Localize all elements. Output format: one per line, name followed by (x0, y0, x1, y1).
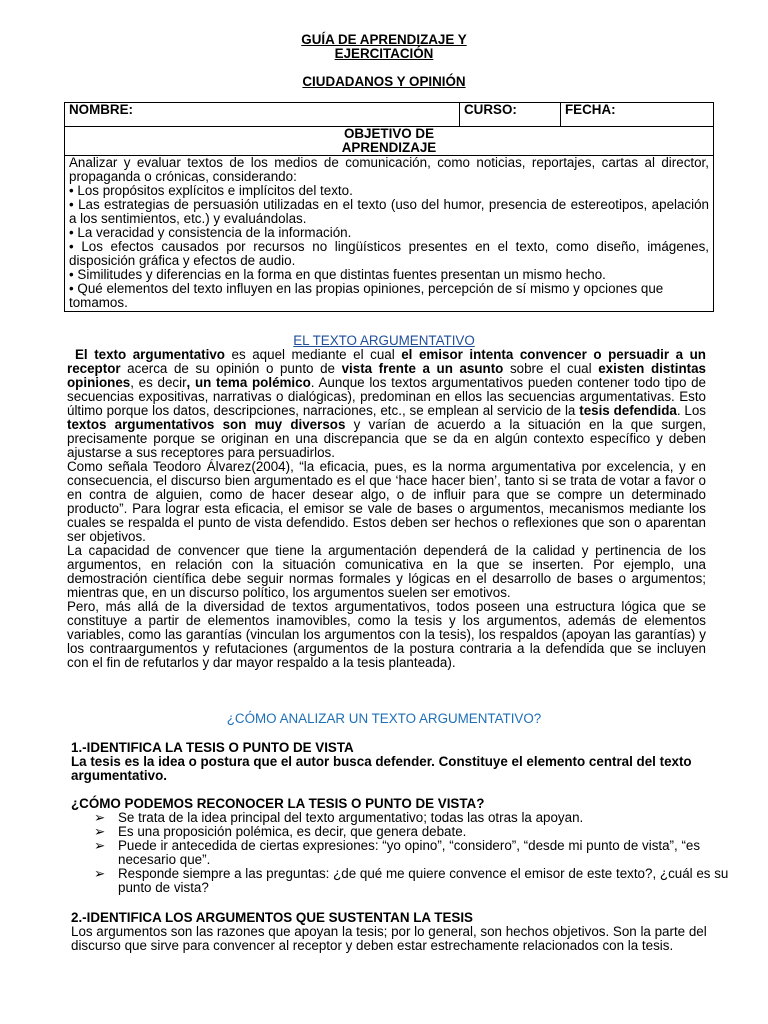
objective-item: • Similitudes y diferencias en la forma en que distintas fuentes presentan un mismo hecho. (69, 267, 606, 282)
list-item (94, 825, 734, 839)
text-span: , es decir (130, 375, 187, 390)
objective-title-line2: APRENDIZAJE (341, 140, 437, 155)
objective-title-line1: OBJETIVO DE (343, 126, 435, 141)
date-label: FECHA: (565, 102, 616, 117)
objective-item: • Los efectos causados por recursos no lingüísticos presentes en el texto, como diseño, imágenes, disposición gráfica y efectos de audio. (69, 239, 709, 268)
argumentative-text-body (67, 348, 706, 670)
course-label: CURSO: (464, 102, 517, 117)
guide-title-line2: EJERCITACIÓN (334, 46, 434, 61)
course-cell[interactable] (460, 103, 561, 127)
objective-intro: Analizar y evaluar textos de los medios de comunicación, como noticias, reportajes, cartas al director, propaganda o crónicas, considerando: (69, 155, 709, 184)
arrow-bullet-icon: ➢ (94, 866, 106, 881)
bold-span: vista frente a un asunto (341, 361, 504, 376)
paragraph-definition (67, 348, 706, 460)
objective-tail: tomamos. (69, 295, 128, 310)
student-info-table (64, 102, 714, 312)
list-item-text: Es una proposición polémica, es decir, que genera debate. (118, 824, 467, 839)
objective-item: • La veracidad y consistencia de la información. (69, 225, 352, 240)
objective-title-cell (65, 127, 714, 156)
objective-item: • Los propósitos explícitos e implícitos del texto. (69, 183, 353, 198)
question-block (71, 797, 761, 811)
paragraph-persuasive-capacity: La capacidad de convencer que tiene la argumentación dependerá de la calidad y pertinencia de los argumentos, en relación con la situación comunicativa en la que se inserten. Por ejemplo, una demostración científica debe seguir normas formales y lógicas en el desarrollo de bases o argumentos; mientras que, en un discurso político, los argumentos suelen ser emotivos. (67, 543, 706, 600)
paragraph-logical-structure: Pero, más allá de la diversidad de textos argumentativos, todos poseen una estructura lógica que se constituye a partir de elementos inamovibles, como la tesis y los argumentos, además de elementos variables, como las garantías (vinculan los argumentos con la tesis), los respaldos (apoyan las garantías) y los contraargumentos y refutaciones (argumentos de la postura contraria a la defendida que se incluyen con el fin de refutarlos y dar mayor respaldo a la tesis planteada). (67, 599, 706, 670)
bold-span: El texto argumentativo (75, 347, 225, 362)
bold-span: textos argumentativos son muy diversos (67, 417, 346, 432)
bold-span: , un tema polémico (186, 375, 311, 390)
step2-text: Los argumentos son las razones que apoyan la tesis; por lo general, son hechos objetivos. Son la parte del discurso que sirve para convencer al receptor y deben estar estrechamente relacionados con la tesis. (71, 924, 707, 953)
bold-span: el emisor intenta convencer o persuadir a un receptor (67, 347, 706, 376)
text-span: sobre el cual (503, 361, 599, 376)
step2-title: 2.-IDENTIFICA LOS ARGUMENTOS QUE SUSTENTAN LA TESIS (71, 910, 473, 925)
arrow-bullet-icon: ➢ (94, 824, 106, 839)
section-title-how-to-analyze: ¿CÓMO ANALIZAR UN TEXTO ARGUMENTATIVO? (226, 711, 542, 726)
list-item (94, 811, 734, 825)
text-span: . Los (676, 403, 706, 418)
text-span: . Aunque los textos argumentativos pueden contener todo tipo de secuencias expositivas, narrativas o dialógicas), predominan en ellos las secuencias argumentativas. Esto último porque los datos, descripciones, narraciones, etc., se emplean al servicio de la (67, 375, 706, 418)
step1-text: La tesis es la idea o postura que el autor busca defender. Constituye el elemento central del texto argumentativo. (71, 754, 692, 783)
date-cell[interactable] (561, 103, 714, 127)
name-label: NOMBRE: (69, 102, 133, 117)
paragraph-alvarez-quote: Como señala Teodoro Álvarez(2004), “la eficacia, pues, es la norma argumentativa por excelencia, y en consecuencia, el discurso bien argumentado es el que ‘hace hacer bien’, tanto si se trata de votar a favor o en contra de alguien, como de hacer desear algo, o de influir para que se compre un determinado producto”. Para lograr esta eficacia, el emisor se vale de bases o argumentos, mecanismos mediante los cuales se respalda el punto de vista defendido. Estos deben ser hechos o reflexiones que son o aparentan ser objetivos. (67, 459, 706, 544)
list-item-text: Responde siempre a las preguntas: ¿de qué me quiere convence el emisor de este texto?, ¿cuál es su punto de vista? (118, 866, 729, 895)
guide-title-line1: GUÍA DE APRENDIZAJE Y (301, 32, 467, 47)
text-span: acerca de su opinión o punto de (120, 361, 342, 376)
recognize-thesis-question: ¿CÓMO PODEMOS RECONOCER LA TESIS O PUNTO DE VISTA? (71, 796, 485, 811)
bold-span: existen distintas opiniones (67, 361, 706, 390)
objective-item: • Las estrategias de persuasión utilizadas en el texto (uso del humor, presencia de estereotipos, apelación a los sentimientos, etc.) y evaluándolas. (69, 197, 709, 226)
list-item-text: Puede ir antecedida de ciertas expresiones: “yo opino”, “considero”, “desde mi punto de vista”, “es necesario que”. (118, 838, 701, 867)
bold-span: tesis defendida (579, 403, 677, 418)
section-title-argumentative-text: EL TEXTO ARGUMENTATIVO (293, 333, 475, 348)
step1-block (71, 741, 761, 783)
name-cell[interactable] (65, 103, 460, 127)
step2-block (71, 911, 731, 953)
objective-item: • Qué elementos del texto influyen en las propias opiniones, percepción de sí mismo y opciones que (69, 281, 664, 296)
arrow-bullet-icon: ➢ (94, 838, 106, 853)
step1-title: 1.-IDENTIFICA LA TESIS O PUNTO DE VISTA (71, 740, 354, 755)
objective-body-cell (65, 156, 714, 312)
guide-subtitle: CIUDADANOS Y OPINIÓN (302, 74, 466, 89)
text-span: es aquel mediante el cual (225, 347, 402, 362)
list-item (94, 839, 734, 867)
thesis-criteria-list (94, 811, 734, 895)
text-span: y varían de acuerdo a la situación en la que surgen, precisamente porque se originan en una discrepancia que se da en algún contexto específico y deben ajustarse a sus receptores para persuadirlos. (67, 417, 706, 460)
list-item-text: Se trata de la idea principal del texto argumentativo; todas las otras la apoyan. (118, 810, 584, 825)
arrow-bullet-icon: ➢ (94, 810, 106, 825)
list-item (94, 867, 734, 895)
